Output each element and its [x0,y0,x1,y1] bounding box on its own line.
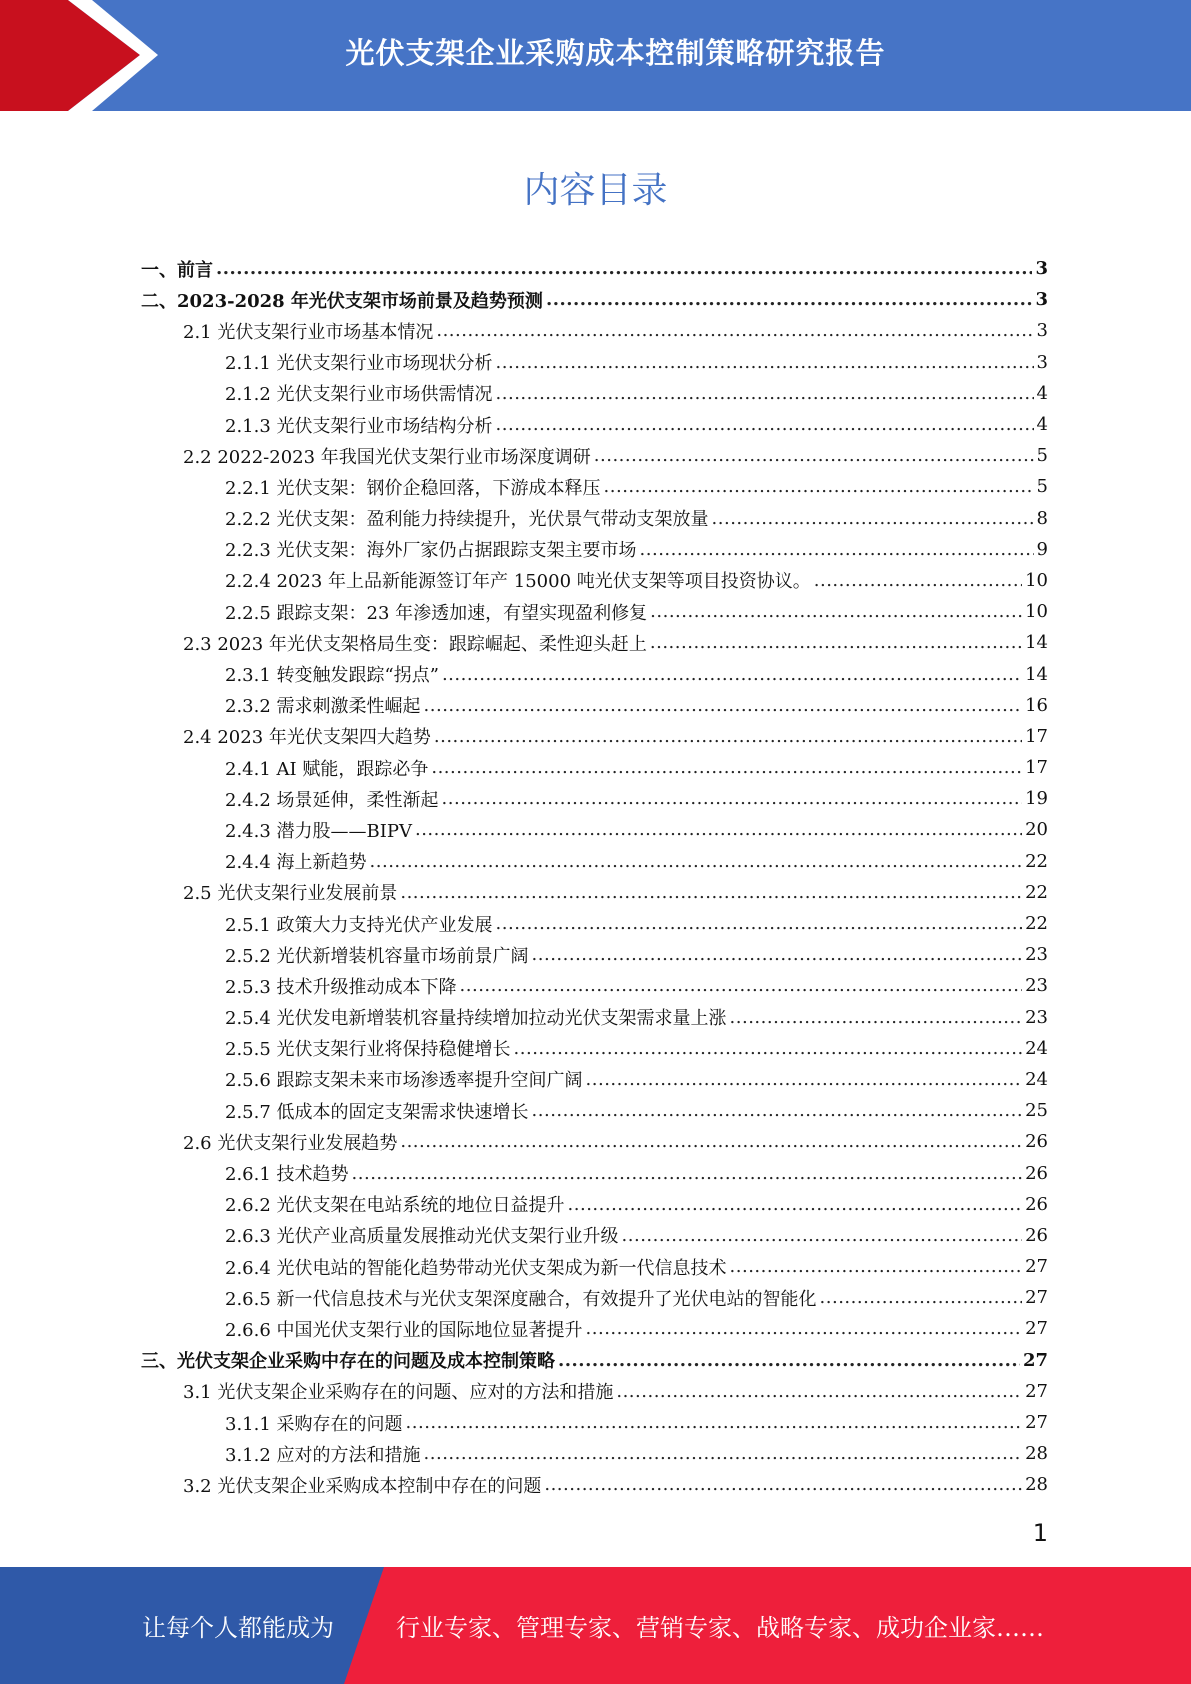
toc-entry-label: 3.2 光伏支架企业采购成本控制中存在的问题 [183,1475,542,1497]
toc-entry[interactable] [141,1469,1048,1500]
toc-entry-page: 22 [1025,850,1048,872]
toc-entry[interactable] [141,783,1048,814]
toc-leader-dots [586,1069,1023,1090]
toc-leader-dots [586,1318,1023,1339]
toc-entry-page: 28 [1025,1443,1048,1465]
toc-leader-dots [616,1381,1022,1402]
toc-entry[interactable] [141,627,1048,658]
toc-leader-dots [544,1474,1022,1495]
toc-entry-label: 2.4 2023 年光伏支架四大趋势 [183,727,431,749]
toc-entry-page: 3 [1035,258,1048,280]
toc-entry-page: 14 [1025,632,1048,654]
toc-entry-page: 22 [1025,881,1048,903]
toc-leader-dots [622,1225,1023,1246]
toc-entry[interactable] [141,284,1048,315]
toc-heading: 内容目录 [523,170,668,211]
toc-entry-page: 3 [1035,289,1048,311]
toc-entry-page: 25 [1025,1100,1048,1122]
toc-entry-label: 2.4.2 场景延伸，柔性渐起 [225,789,439,811]
toc-leader-dots [594,445,1034,466]
toc-leader-dots [424,1443,1023,1464]
toc-leader-dots [558,1350,1020,1371]
toc-entry-page: 27 [1025,1256,1048,1278]
table-of-contents [141,253,1048,1501]
toc-entry[interactable] [141,752,1048,783]
toc-entry[interactable] [141,315,1048,346]
toc-entry[interactable] [141,534,1048,565]
toc-leader-dots [730,1007,1023,1028]
toc-leader-dots [424,695,1023,716]
toc-entry[interactable] [141,970,1048,1001]
toc-entry[interactable] [141,1313,1048,1344]
toc-leader-dots [532,944,1023,965]
toc-entry[interactable] [141,596,1048,627]
toc-entry-page: 14 [1025,663,1048,685]
toc-entry[interactable] [141,1157,1048,1188]
toc-entry[interactable] [141,471,1048,502]
toc-entry-page: 27 [1022,1349,1048,1371]
toc-leader-dots [496,383,1034,404]
toc-entry[interactable] [141,690,1048,721]
toc-entry-label: 2.5.5 光伏支架行业将保持稳健增长 [225,1039,511,1061]
toc-entry[interactable] [141,721,1048,752]
toc-leader-dots [604,476,1034,497]
toc-entry-page: 27 [1025,1412,1048,1434]
toc-entry-page: 26 [1025,1131,1048,1153]
toc-entry[interactable] [141,846,1048,877]
toc-entry-page: 28 [1025,1474,1048,1496]
toc-entry-page: 16 [1025,694,1048,716]
toc-leader-dots [216,258,1032,279]
toc-entry-label: 3.1.2 应对的方法和措施 [225,1444,421,1466]
toc-entry[interactable] [141,1002,1048,1033]
toc-entry[interactable] [141,1407,1048,1438]
toc-entry-label: 2.6.5 新一代信息技术与光伏支架深度融合，有效提升了光伏电站的智能化 [225,1288,817,1310]
footer-bar [0,1567,1191,1684]
toc-entry-label: 2.5.2 光伏新增装机容量市场前景广阔 [225,945,529,967]
toc-entry[interactable] [141,409,1048,440]
toc-entry[interactable] [141,1064,1048,1095]
toc-entry-label: 二、2023-2028 年光伏支架市场前景及趋势预测 [141,290,543,312]
toc-entry-page: 27 [1025,1287,1048,1309]
toc-leader-dots [820,1287,1023,1308]
toc-entry-label: 2.2.2 光伏支架：盈利能力持续提升，光伏景气带动支架放量 [225,509,709,531]
toc-entry[interactable] [141,440,1048,471]
toc-leader-dots [514,1038,1023,1059]
toc-entry-label: 3.1 光伏支架企业采购存在的问题、应对的方法和措施 [183,1382,614,1404]
toc-entry-label: 2.2.4 2023 年上品新能源签订年产 15000 吨光伏支架等项目投资协议。 [225,571,811,593]
toc-entry-label: 2.5 光伏支架行业发展前景 [183,883,398,905]
toc-entry[interactable] [141,347,1048,378]
toc-entry-page: 24 [1025,1068,1048,1090]
toc-entry-label: 2.6 光伏支架行业发展趋势 [183,1132,398,1154]
toc-entry-label: 2.1.3 光伏支架行业市场结构分析 [225,415,493,437]
toc-entry-page: 26 [1025,1224,1048,1246]
toc-leader-dots [712,508,1034,529]
header-bar [0,0,1191,111]
toc-entry-page: 23 [1025,975,1048,997]
toc-entry-label: 2.6.6 中国光伏支架行业的国际地位显著提升 [225,1319,583,1341]
toc-entry[interactable] [141,253,1048,284]
toc-entry-page: 26 [1025,1193,1048,1215]
toc-leader-dots [460,975,1023,996]
toc-leader-dots [442,788,1023,809]
toc-entry-label: 2.6.2 光伏支架在电站系统的地位日益提升 [225,1195,565,1217]
toc-leader-dots [650,601,1022,622]
toc-entry[interactable] [141,1033,1048,1064]
toc-entry-page: 9 [1036,538,1048,560]
toc-entry[interactable] [141,503,1048,534]
toc-leader-dots [730,1256,1023,1277]
toc-entry[interactable] [141,1189,1048,1220]
toc-leader-dots [406,1412,1023,1433]
toc-entry-label: 2.2.3 光伏支架：海外厂家仍占据跟踪支架主要市场 [225,540,637,562]
toc-entry-label: 一、前言 [141,259,213,281]
toc-entry-label: 2.5.4 光伏发电新增装机容量持续增加拉动光伏支架需求量上涨 [225,1008,727,1030]
toc-entry-label: 三、光伏支架企业采购中存在的问题及成本控制策略 [141,1351,555,1373]
toc-entry-page: 19 [1025,788,1048,810]
toc-entry-label: 3.1.1 采购存在的问题 [225,1413,403,1435]
toc-entry-label: 2.1.1 光伏支架行业市场现状分析 [225,353,493,375]
toc-entry-label: 2.4.4 海上新趋势 [225,852,367,874]
toc-entry-label: 2.1 光伏支架行业市场基本情况 [183,321,434,343]
toc-entry[interactable] [141,658,1048,689]
toc-leader-dots [352,1163,1023,1184]
toc-entry[interactable] [141,1126,1048,1157]
toc-leader-dots [442,664,1022,685]
toc-entry-page: 8 [1036,507,1048,529]
toc-leader-dots [496,414,1034,435]
toc-entry[interactable] [141,1220,1048,1251]
toc-leader-dots [434,726,1022,747]
toc-entry-page: 4 [1036,382,1048,404]
toc-leader-dots [532,1100,1023,1121]
report-title: 光伏支架企业采购成本控制策略研究报告 [345,36,886,70]
toc-leader-dots [431,757,1022,778]
toc-entry-page: 10 [1025,569,1048,591]
toc-entry[interactable] [141,877,1048,908]
toc-leader-dots [400,1131,1022,1152]
toc-leader-dots [436,320,1033,341]
toc-entry-label: 2.4.1 AI 赋能，跟踪必争 [225,758,429,780]
toc-leader-dots [650,632,1022,653]
toc-leader-dots [370,851,1023,872]
toc-entry-label: 2.5.1 政策大力支持光伏产业发展 [225,914,493,936]
toc-entry-page: 24 [1025,1037,1048,1059]
toc-leader-dots [546,289,1033,310]
chevron-arrow-icon [0,0,160,111]
toc-leader-dots [814,570,1022,591]
footer-slogan-right: 行业专家、管理专家、营销专家、战略专家、成功企业家…… [396,1614,1044,1642]
toc-entry-page: 26 [1025,1162,1048,1184]
toc-entry-label: 2.3.1 转变触发跟踪“拐点” [225,665,439,687]
toc-entry-page: 5 [1036,476,1048,498]
toc-leader-dots [640,539,1034,560]
toc-entry-page: 23 [1025,944,1048,966]
toc-entry-page: 4 [1036,414,1048,436]
toc-entry[interactable] [141,378,1048,409]
toc-leader-dots [568,1194,1023,1215]
toc-entry[interactable] [141,1282,1048,1313]
toc-entry[interactable] [141,814,1048,845]
toc-entry-label: 2.5.3 技术升级推动成本下降 [225,976,457,998]
toc-entry[interactable] [141,1251,1048,1282]
toc-entry-page: 20 [1025,819,1048,841]
toc-entry-page: 10 [1025,601,1048,623]
toc-entry[interactable] [141,908,1048,939]
toc-entry-page: 22 [1025,913,1048,935]
toc-entry-page: 27 [1025,1380,1048,1402]
toc-entry-page: 3 [1036,320,1048,342]
toc-entry-page: 3 [1036,351,1048,373]
toc-entry-label: 2.2 2022-2023 年我国光伏支架行业市场深度调研 [183,446,591,468]
toc-entry[interactable] [141,1438,1048,1469]
toc-entry-label: 2.3 2023 年光伏支架格局生变：跟踪崛起、柔性迎头赶上 [183,633,647,655]
toc-entry-label: 2.5.7 低成本的固定支架需求快速增长 [225,1101,529,1123]
page-number: 1 [1032,1519,1048,1547]
toc-entry[interactable] [141,1095,1048,1126]
footer-slogan-left: 让每个人都能成为 [142,1614,334,1642]
toc-entry-label: 2.2.1 光伏支架：钢价企稳回落，下游成本释压 [225,477,601,499]
toc-entry-label: 2.6.3 光伏产业高质量发展推动光伏支架行业升级 [225,1226,619,1248]
toc-entry-label: 2.6.4 光伏电站的智能化趋势带动光伏支架成为新一代信息技术 [225,1257,727,1279]
toc-entry-page: 5 [1036,445,1048,467]
toc-entry-page: 17 [1025,725,1048,747]
toc-entry[interactable] [141,565,1048,596]
toc-entry[interactable] [141,1345,1048,1376]
toc-entry-label: 2.5.6 跟踪支架未来市场渗透率提升空间广阔 [225,1070,583,1092]
toc-entry-page: 27 [1025,1318,1048,1340]
toc-entry-page: 17 [1025,757,1048,779]
toc-entry-label: 2.1.2 光伏支架行业市场供需情况 [225,384,493,406]
toc-entry-label: 2.4.3 潜力股——BIPV [225,820,412,842]
toc-entry[interactable] [141,939,1048,970]
toc-leader-dots [496,913,1023,934]
toc-entry-label: 2.2.5 跟踪支架：23 年渗透加速，有望实现盈利修复 [225,602,648,624]
toc-leader-dots [496,352,1034,373]
toc-entry-label: 2.3.2 需求刺激柔性崛起 [225,696,421,718]
toc-leader-dots [400,882,1022,903]
toc-leader-dots [415,819,1022,840]
toc-entry-page: 23 [1025,1006,1048,1028]
toc-entry[interactable] [141,1376,1048,1407]
toc-entry-label: 2.6.1 技术趋势 [225,1164,349,1186]
